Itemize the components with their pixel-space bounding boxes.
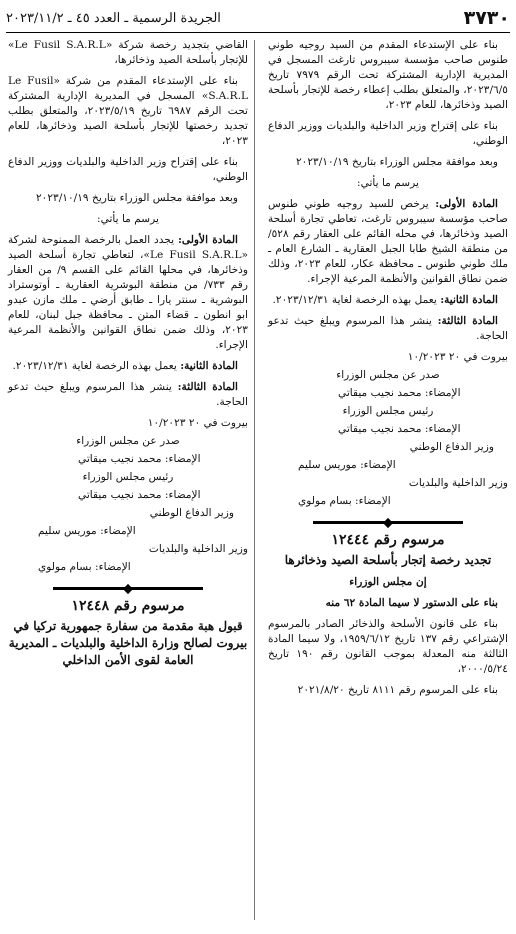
signature-name: الإمضاء: موريس سليم (38, 525, 136, 537)
signature-name: الإمضاء: موريس سليم (298, 459, 396, 471)
article-label: المادة الثانية: (440, 294, 498, 306)
article-text: يعمل بهذه الرخصة لغاية ٢٠٢٣/١٢/٣١. (272, 294, 437, 306)
signature-name: الإمضاء: بسام مولوي (298, 495, 391, 507)
paragraph: القاضي بتجديد رخصة شركة «Le Fusil S.A.R.L» للإتجار بأسلحة الصيد وذخائرها، (8, 39, 248, 66)
decree-title: قبول هبة مقدمة من سفارة جمهورية تركيا في بيروت لصالح وزارة الداخلية والبلديات ـ المديرية العامة لقوى الأمن الداخلي (8, 619, 248, 667)
article-2 (8, 359, 248, 374)
article-label: المادة الثالثة: (437, 315, 499, 327)
article-text: يجدد العمل بالرخصة الممنوحة لشركة «Le Fusil S.A.R.L»، لتعاطي تجارة أسلحة الصيد وذخائرها، في محلها القائم على القسم ٩/ من العقار رقم ٧٣٣/ من منطقة البوشرية العقارية ـ أوتوستراد البوشرية ـ سنتر يارا ـ طابق أرضي ـ ملك مازن عبدو ابو انطون ـ قضاء المتن ـ محافظة جبل لبنان، للعام ٢٠٢٣، وذلك ضمن نطاق القوانين والأنظمة المرعية الإجراء. (8, 234, 248, 351)
decree-number: مرسوم رقم ١٢٤٤٨ (71, 598, 185, 614)
council-heading: إن مجلس الوزراء (349, 576, 427, 588)
section-divider (313, 517, 463, 527)
constitution-clause: بناء على الدستور لا سيما المادة ٦٢ منه (325, 597, 498, 609)
decree-number: مرسوم رقم ١٢٤٤٤ (331, 532, 445, 548)
right-column (268, 38, 508, 704)
paragraph: بناء على قانون الأسلحة والذخائر الصادر بالمرسوم الإشتراعي رقم ١٣٧ تاريخ ١٩٥٩/٦/١٢، ولا سيما المادة الثالثة منه المعدلة بموجب القانون رقم ١٩٠ تاريخ ٢٠٠٠/٥/٢٤، (268, 618, 508, 675)
decrees-follows: يرسم ما يأتي: (97, 213, 159, 225)
signature-title: رئيس مجلس الوزراء (82, 471, 174, 483)
signature-name: الإمضاء: بسام مولوي (38, 561, 131, 573)
left-column (8, 38, 248, 675)
signature-name: الإمضاء: محمد نجيب ميقاتي (338, 423, 461, 435)
decree-title: تجديد رخصة إتجار بأسلحة الصيد وذخائرها (284, 553, 492, 567)
signature-name: الإمضاء: محمد نجيب ميقاتي (78, 489, 201, 501)
page-header (6, 4, 510, 33)
decrees-follows: يرسم ما يأتي: (357, 177, 419, 189)
paragraph: بناء على إقتراح وزير الداخلية والبلديات ووزير الدفاع الوطني، (268, 120, 508, 147)
signature-issued: صدر عن مجلس الوزراء (336, 369, 440, 381)
article-label: المادة الأولى: (177, 234, 238, 246)
article-text: يعمل بهذه الرخصة لغاية ٢٠٢٣/١٢/٣١. (12, 360, 177, 372)
paragraph: بناء على الإستدعاء المقدم من السيد روجيه طوني طنوس صاحب مؤسسة سيبروس تارغت المسجل في المديرية الإدارية المشتركة تحت الرقم ٧٩٧٩ تاريخ ٢٠٢٣/٦/٥، والمتعلق بطلب إعطاء رخصة للإتجار بأسلحة الصيد وذخائرها، للعام ٢٠٢٣، (268, 39, 508, 111)
signature-title: وزير الدفاع الوطني (149, 507, 234, 519)
paragraph: وبعد موافقة مجلس الوزراء بتاريخ ٢٠٢٣/١٠/١٩ (35, 192, 238, 204)
article-text: يرخص للسيد روجيه طوني طنوس صاحب مؤسسة سيبروس تارغت، تعاطي تجارة أسلحة الصيد وذخائرها، في محله القائم على العقار رقم ٥٢٨/ من منطقة الشيخ طابا الجبل العقارية ـ الشارع العام ـ ملك طوني طنوس ـ محافظة عكار، للعام ٢٠٢٣، وذلك ضمن نطاق القوانين والأنظمة المرعية الإجراء. (268, 198, 508, 285)
signature-place-date: بيروت في ٢٠ ١٠/٢٠٢٣ (147, 417, 248, 429)
article-1 (8, 233, 248, 353)
signature-place-date: بيروت في ٢٠ ١٠/٢٠٢٣ (407, 351, 508, 363)
article-1 (268, 197, 508, 287)
signature-title: وزير الدفاع الوطني (409, 441, 494, 453)
article-3 (268, 314, 508, 344)
paragraph: بناء على إقتراح وزير الداخلية والبلديات ووزير الدفاع الوطني، (8, 156, 248, 183)
column-rule (254, 40, 255, 920)
article-label: المادة الأولى: (435, 198, 498, 210)
article-3 (8, 380, 248, 410)
signature-issued: صدر عن مجلس الوزراء (76, 435, 180, 447)
article-label: المادة الثانية: (180, 360, 238, 372)
page-number: ٣٧٣٠ (463, 7, 510, 29)
signature-name: الإمضاء: محمد نجيب ميقاتي (338, 387, 461, 399)
article-2 (268, 293, 508, 308)
paragraph: بناء على المرسوم رقم ٨١١١ تاريخ ٢٠٢١/٨/٢٠ (297, 684, 498, 696)
signature-title: وزير الداخلية والبلديات (408, 477, 508, 489)
publication-title: الجريدة الرسمية ـ العدد ٤٥ ـ ٢٠٢٣/١١/٢ (6, 10, 221, 26)
signature-title: وزير الداخلية والبلديات (148, 543, 248, 555)
paragraph: وبعد موافقة مجلس الوزراء بتاريخ ٢٠٢٣/١٠/١٩ (295, 156, 498, 168)
article-text: ينشر هذا المرسوم ويبلغ حيث تدعو الحاجة. (268, 315, 508, 342)
article-label: المادة الثالثة: (177, 381, 239, 393)
paragraph: بناء على الإستدعاء المقدم من شركة «Le Fusil S.A.R.L» المسجل في المديرية الإدارية المشتركة تحت الرقم ٦٩٨٧ تاريخ ٢٠٢٣/٥/١٩، والمتعلق بطلب تجديد رخصتها للإتجار بأسلحة الصيد وذخائرها، للعام ٢٠٢٣، (8, 75, 248, 147)
article-text: ينشر هذا المرسوم ويبلغ حيث تدعو الحاجة. (8, 381, 248, 408)
signature-title: رئيس مجلس الوزراء (342, 405, 434, 417)
signature-name: الإمضاء: محمد نجيب ميقاتي (78, 453, 201, 465)
section-divider (53, 583, 203, 593)
